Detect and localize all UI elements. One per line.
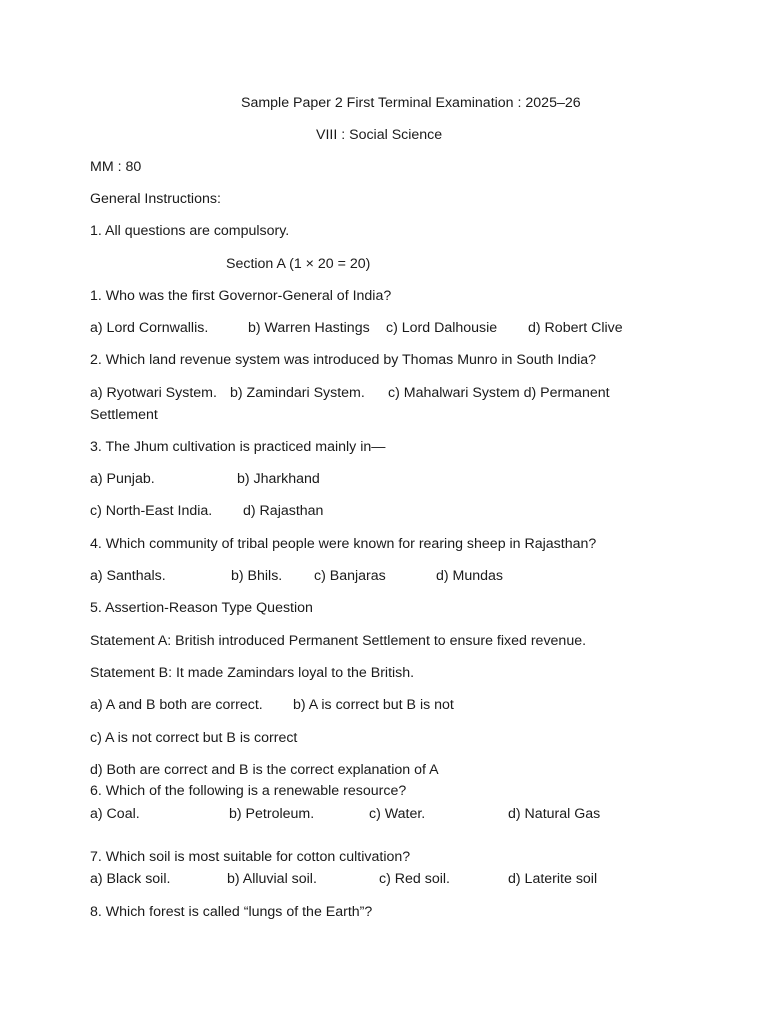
instruction-1: 1. All questions are compulsory. (90, 223, 290, 239)
q3-option-a: a) Punjab. (90, 471, 155, 487)
q6-option-c: c) Water. (369, 806, 426, 822)
question-2: 2. Which land revenue system was introduced by Thomas Munro in South India? (90, 352, 597, 368)
paper-title: Sample Paper 2 First Terminal Examination : 2025–26 (241, 95, 581, 111)
q7-option-a: a) Black soil. (90, 871, 171, 887)
general-instructions-heading: General Instructions: (90, 191, 221, 207)
q5-option-b: b) A is correct but B is not (293, 697, 454, 713)
q6-option-a: a) Coal. (90, 806, 140, 822)
q6-option-d: d) Natural Gas (508, 806, 601, 822)
q4-option-d: d) Mundas (436, 568, 504, 584)
section-a-heading: Section A (1 × 20 = 20) (226, 256, 371, 272)
subject-line: VIII : Social Science (316, 127, 443, 143)
q3-option-c: c) North-East India. (90, 503, 213, 519)
q7-option-c: c) Red soil. (379, 871, 450, 887)
q3-option-b: b) Jharkhand (237, 471, 320, 487)
max-marks: MM : 80 (90, 159, 142, 175)
question-3: 3. The Jhum cultivation is practiced mainly in— (90, 439, 386, 455)
q5-option-d: d) Both are correct and B is the correct explanation of A (90, 762, 439, 778)
question-4: 4. Which community of tribal people were known for rearing sheep in Rajasthan? (90, 536, 597, 552)
q2-option-c: c) Mahalwari System d) Permanent (388, 385, 610, 401)
q4-option-c: c) Banjaras (314, 568, 386, 584)
question-5: 5. Assertion-Reason Type Question (90, 600, 313, 616)
question-6: 6. Which of the following is a renewable resource? (90, 783, 407, 799)
q5-statement-b: Statement B: It made Zamindars loyal to the British. (90, 665, 415, 681)
q4-option-b: b) Bhils. (231, 568, 283, 584)
q5-option-a: a) A and B both are correct. (90, 697, 263, 713)
q3-option-d: d) Rajasthan (243, 503, 324, 519)
q2-option-b: b) Zamindari System. (230, 385, 365, 401)
q4-option-a: a) Santhals. (90, 568, 166, 584)
q5-statement-a: Statement A: British introduced Permanent Settlement to ensure fixed revenue. (90, 633, 587, 649)
q5-option-c: c) A is not correct but B is correct (90, 730, 298, 746)
q2-option-a: a) Ryotwari System. (90, 385, 217, 401)
question-1: 1. Who was the first Governor-General of India? (90, 288, 392, 304)
q1-option-b: b) Warren Hastings (248, 320, 370, 336)
q7-option-b: b) Alluvial soil. (227, 871, 317, 887)
q1-option-d: d) Robert Clive (528, 320, 623, 336)
q2-option-d-continued: Settlement (90, 407, 158, 423)
q1-option-a: a) Lord Cornwallis. (90, 320, 209, 336)
q1-option-c: c) Lord Dalhousie (386, 320, 498, 336)
q6-option-b: b) Petroleum. (229, 806, 315, 822)
question-8: 8. Which forest is called “lungs of the Earth”? (90, 904, 373, 920)
question-7: 7. Which soil is most suitable for cotton cultivation? (90, 849, 411, 865)
q7-option-d: d) Laterite soil (508, 871, 598, 887)
